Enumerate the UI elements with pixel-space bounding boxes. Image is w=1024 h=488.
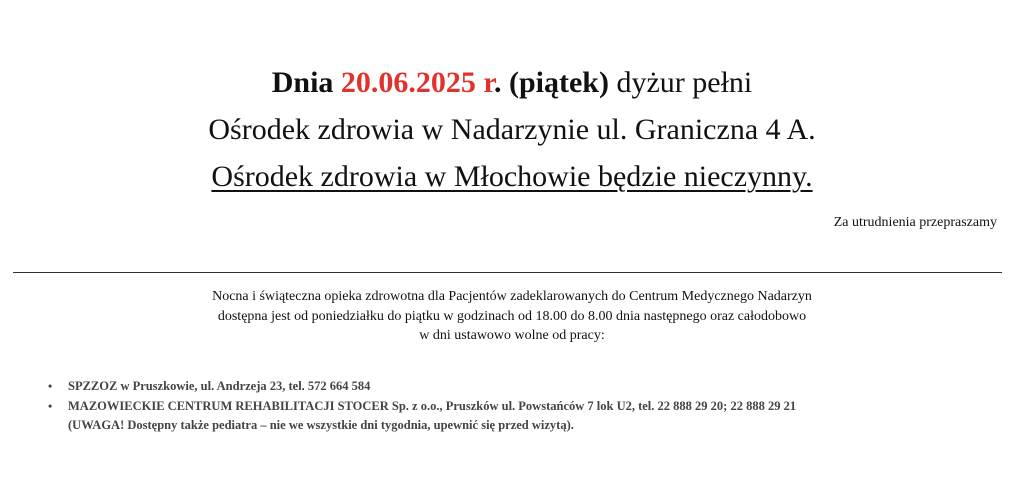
date-dot: .: [493, 66, 502, 99]
bullet-icon: •: [48, 398, 53, 413]
notice-headline-line2: Ośrodek zdrowia w Nadarzynie ul. Graniczna 4 A.: [208, 113, 816, 146]
list-item: [40, 397, 796, 436]
divider: [13, 272, 1002, 273]
clinic-entry-text: SPZZOZ w Pruszkowie, ul. Andrzeja 23, tel. 572 664 584: [68, 379, 371, 393]
notice-suffix: dyżur pełni: [616, 66, 753, 99]
list-item: [40, 377, 796, 397]
info-line-1: Nocna i świąteczna opieka zdrowotna dla Pacjentów zadeklarowanych do Centrum Medycznego Nadarzyn: [212, 289, 812, 304]
duty-weekday: (piątek): [508, 66, 609, 99]
info-line-2: dostępna jest od poniedziałku do piątku w godzinach od 18.00 do 8.00 dnia następnego oraz całodobowo: [217, 308, 807, 324]
info-line-3: w dni ustawowo wolne od pracy:: [419, 328, 605, 343]
bullet-icon: •: [48, 379, 53, 393]
closure-notice: Ośrodek zdrowia w Młochowie będzie nieczynny.: [211, 160, 813, 193]
notice-headline-line1: [0, 63, 1024, 103]
clinic-list: [40, 377, 796, 436]
notice-prefix: Dnia: [271, 66, 334, 99]
notice-headline-line3: [0, 157, 1024, 197]
duty-date: 20.06.2025 r: [340, 66, 494, 99]
night-care-info: [0, 287, 1024, 346]
clinic-entry-text: MAZOWIECKIE CENTRUM REHABILITACJI STOCER Sp. z o.o., Pruszków ul. Powstańców 7 lok U2, tel. 22 888 29 20; 22 888 29 21: [68, 398, 797, 413]
apology-text: Za utrudnienia przepraszamy: [833, 215, 997, 230]
clinic-entry-note: (UWAGA! Dostępny także pediatra – nie we wszystkie dni tygodnia, upewnić się przed wizytą).: [68, 418, 574, 432]
